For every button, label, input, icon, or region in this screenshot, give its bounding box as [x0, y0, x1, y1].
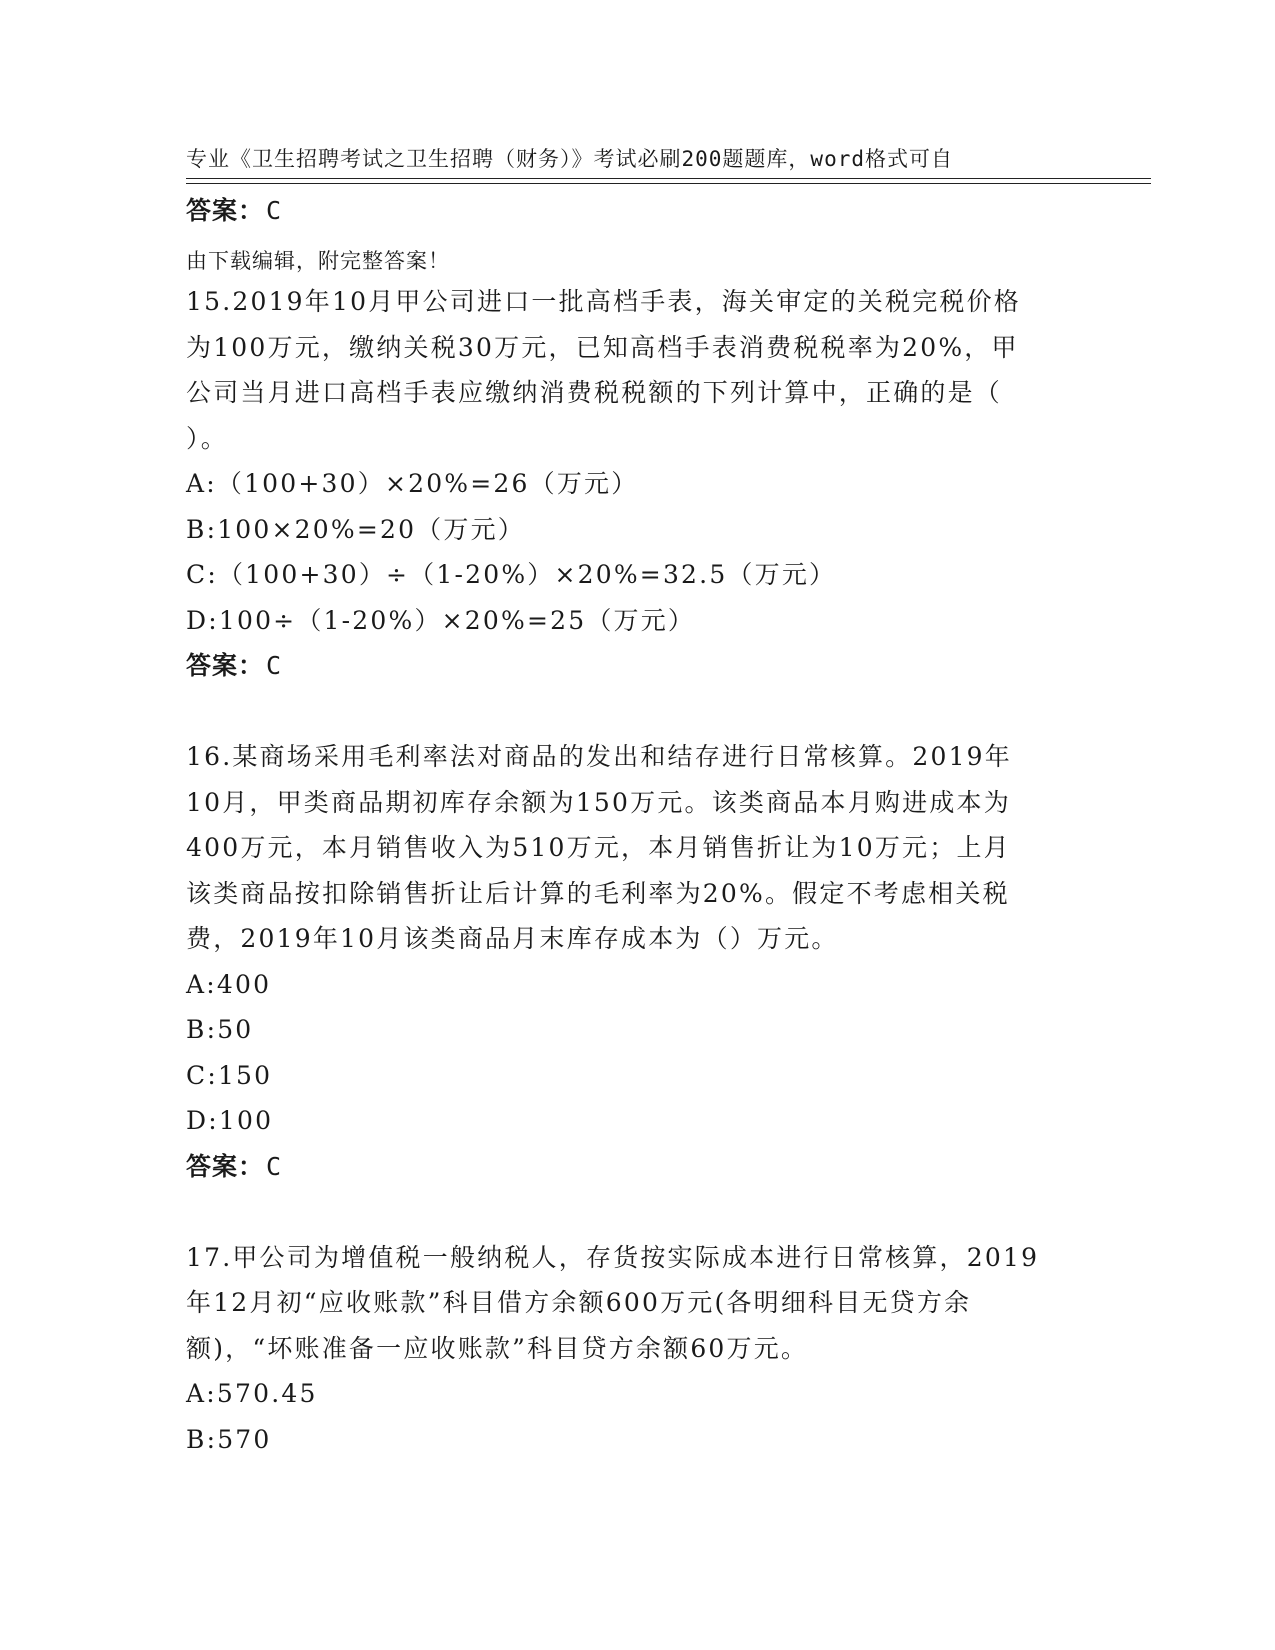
question-text-line: 费，2019年10月该类商品月末库存成本为（）万元。 [186, 924, 839, 953]
question-text-line: 年12月初“应收账款”科目借方余额600万元(各明细科目无贷方余 [186, 1288, 972, 1317]
answer-label: 答案： [186, 1151, 265, 1181]
document-body [186, 188, 1086, 1462]
option-b: B:50 [186, 1015, 254, 1044]
question-text-line: 400万元，本月销售收入为510万元，本月销售折让为10万元；上月 [186, 833, 1011, 862]
option-a: A:570.45 [186, 1379, 318, 1408]
answer-line-prev [186, 188, 1086, 234]
question-text-line: 16.某商场采用毛利率法对商品的发出和结存进行日常核算。2019年 [186, 742, 1012, 771]
option-d: D:100÷（1-20%）×20%=25（万元） [186, 605, 696, 635]
header-line-1: 专业《卫生招聘考试之卫生招聘（财务）》考试必刷200题题库，word格式可自 [186, 147, 953, 171]
option-a: A:400 [186, 969, 272, 999]
spacer [186, 689, 1086, 735]
question-15 [186, 279, 1086, 689]
option-a: A:（100+30）×20%=26（万元） [186, 469, 639, 498]
question-text-line: ）。 [186, 423, 228, 453]
option-b: B:100×20%=20（万元） [186, 514, 525, 544]
option-b: B:570 [186, 1424, 272, 1454]
spacer [186, 234, 1086, 280]
question-text-line: 额)，“坏账准备一应收账款”科目贷方余额60万元。 [186, 1333, 809, 1363]
option-c: C:（100+30）÷（1-20%）×20%=32.5（万元） [186, 560, 837, 589]
option-d: D:100 [186, 1106, 274, 1135]
question-text-line: 公司当月进口高档手表应缴纳消费税税额的下列计算中，正确的是（ [186, 378, 1003, 407]
answer-value: C [266, 196, 283, 225]
question-text-line: 10月，甲类商品期初库存余额为150万元。该类商品本月购进成本为 [186, 787, 1011, 817]
question-17 [186, 1235, 1086, 1463]
answer-label: 答案： [186, 196, 265, 225]
answer-line [186, 1144, 1086, 1190]
answer-value: C [266, 1151, 283, 1181]
header-rule-bottom [186, 183, 1151, 184]
header-rule-top [186, 178, 1151, 179]
answer-value: C [266, 651, 283, 680]
header-line-2: 由下载编辑，附完整答案！ [186, 249, 450, 273]
question-text-line: 该类商品按扣除销售折让后计算的毛利率为20%。假定不考虑相关税 [186, 878, 1010, 908]
answer-line [186, 643, 1086, 689]
question-text-line: 15.2019年10月甲公司进口一批高档手表，海关审定的关税完税价格 [186, 287, 1021, 316]
option-c: C:150 [186, 1060, 273, 1090]
answer-label: 答案： [186, 651, 265, 680]
question-16 [186, 734, 1086, 1189]
question-text-line: 为100万元，缴纳关税30万元，已知高档手表消费税税率为20%，甲 [186, 332, 1019, 362]
question-text-line: 17.甲公司为增值税一般纳税人，存货按实际成本进行日常核算，2019 [186, 1242, 1040, 1272]
spacer [186, 1189, 1086, 1235]
